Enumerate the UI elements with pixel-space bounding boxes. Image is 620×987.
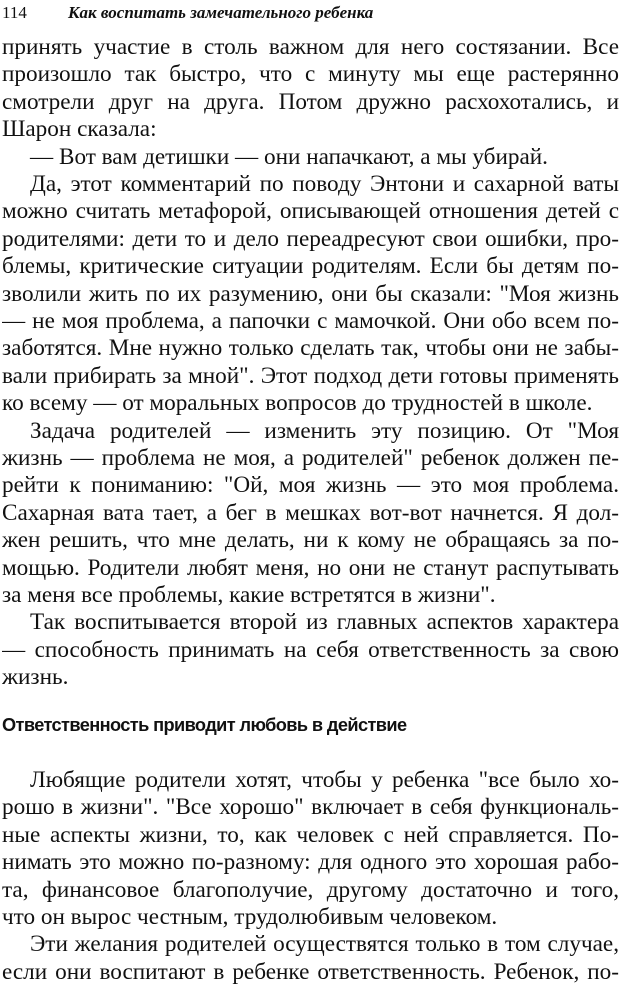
section-heading: Ответственность приводит любовь в действие — [2, 714, 407, 735]
body-line: блемы, критические ситуации родителям. Если бы детям по- — [2, 253, 619, 280]
body-line: Шарон сказала: — [2, 116, 157, 143]
page-number: 114 — [2, 3, 27, 22]
body-line: что он вырос честным, трудолюбивым человеком. — [2, 904, 498, 930]
body-line: Так воспитывается второй из главных аспектов характера — [30, 609, 619, 636]
body-line: произошло так быстро, что с минуту мы еще растерянно — [2, 61, 619, 88]
body-line: можно считать метафорой, описывающей отношения детей с — [2, 198, 619, 225]
body-line: мощью. Родители любят меня, но они не станут распутывать — [2, 554, 619, 581]
body-line: Сахарная вата тает, а бег в мешках вот-вот начнется. Я дол- — [2, 499, 619, 526]
body-line: вали прибирать за мной". Этот подход дети готовы применять — [2, 362, 619, 389]
body-line: та, финансовое благополучие, другому достаточно и того, — [2, 876, 619, 903]
body-line: если они воспитают в ребенке ответственность. Ребенок, по- — [2, 958, 619, 985]
body-line: — Вот вам детишки — они напачкают, а мы убирай. — [30, 143, 548, 170]
body-line: нимать это можно по-разному: для одного это хорошая рабо- — [2, 849, 619, 876]
body-line: заботятся. Мне нужно только сделать так, чтобы они не забы- — [2, 335, 619, 362]
body-line: принять участие в столь важном для него состязании. Все — [2, 34, 619, 60]
body-line: ные аспекты жизни, то, как человек с ней справляется. По- — [2, 821, 619, 848]
body-line: Любящие родители хотят, чтобы у ребенка "все было хо- — [30, 767, 619, 793]
body-line: Задача родителей — изменить эту позицию. От "Моя — [30, 417, 619, 444]
body-line: ко всему — от моральных вопросов до трудностей в школе. — [2, 390, 593, 417]
body-line: — способность принимать на себя ответственность за свою — [2, 636, 619, 663]
running-header — [2, 0, 602, 26]
body-line: жизнь. — [2, 664, 69, 691]
body-line: Эти желания родителей осуществятся только в том случае, — [30, 931, 619, 958]
body-line: смотрели друг на друга. Потом дружно расхохотались, и — [2, 88, 619, 115]
body-line: Да, этот комментарий по поводу Энтони и сахарной ваты — [30, 171, 619, 197]
running-title: Как воспитать замечательного ребенка — [68, 3, 374, 22]
body-line: родителями: дети то и дело переадресуют свои ошибки, про- — [2, 225, 619, 252]
body-line: за меня все проблемы, какие встретятся в жизни". — [2, 582, 496, 608]
body-line: жен решить, что мне делать, ни к кому не обращаясь за по- — [2, 527, 619, 554]
body-line: жизнь — проблема не моя, а родителей" ребенок должен пе- — [2, 445, 619, 471]
body-line: рейти к пониманию: "Ой, моя жизнь — это моя проблема. — [2, 472, 619, 499]
body-line: зволили жить по их разумению, они бы сказали: "Моя жизнь — [2, 280, 619, 307]
body-line: рошо в жизни". "Все хорошо" включает в себя функциональ- — [2, 794, 619, 821]
body-line: — не моя проблема, а папочки с мамочкой. Они обо всем по- — [2, 308, 619, 334]
